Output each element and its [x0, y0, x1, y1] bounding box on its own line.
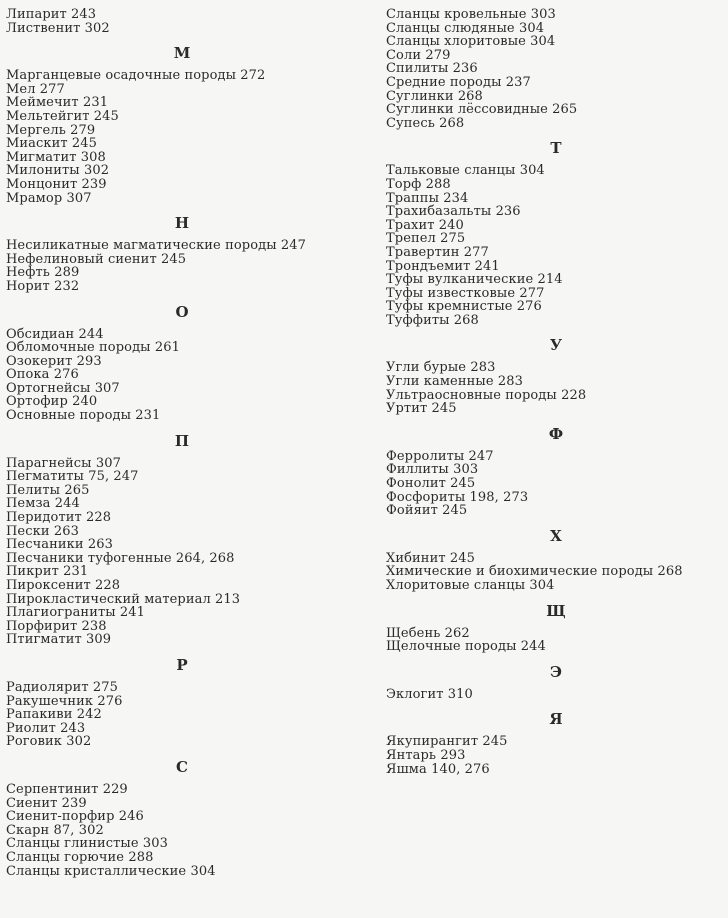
index-entry: Пемза 244	[6, 496, 80, 512]
index-entry: Рапакиви 242	[6, 707, 102, 723]
index-entry: Угли каменные 283	[386, 374, 523, 390]
index-entry: Нефелиновый сиенит 245	[6, 251, 187, 267]
index-entry: Песчаники туфогенные 264, 268	[6, 550, 235, 566]
index-entry: Ферролиты 247	[386, 448, 494, 464]
index-entry: Уртит 245	[386, 401, 457, 417]
index-entry: Туфы известковые 277	[386, 285, 545, 301]
index-entry: Туффиты 268	[386, 312, 479, 328]
index-entry: Якупирангит 245	[386, 734, 508, 750]
index-entry: Сланцы кристаллические 304	[6, 863, 216, 879]
index-entry: Радиолярит 275	[6, 679, 118, 695]
index-entry: Песчаники 263	[6, 537, 114, 553]
index-entry: Суглинки 268	[386, 88, 483, 104]
index-entry: Хибинит 245	[386, 550, 475, 566]
section-letter: Н	[174, 214, 190, 233]
section-letter: Т	[550, 139, 562, 158]
index-entry: Ортогнейсы 307	[6, 380, 120, 396]
index-entry: Миаскит 245	[6, 136, 98, 152]
index-entry: Трондъемит 241	[386, 258, 500, 274]
index-entry: Филлиты 303	[386, 462, 479, 478]
index-entry: Роговик 302	[6, 734, 92, 750]
index-entry: Тальковые сланцы 304	[386, 163, 545, 179]
index-entry: Липарит 243	[6, 7, 97, 22]
section-letter: Щ	[546, 601, 566, 620]
index-entry: Марганцевые осадочные породы 272	[6, 68, 266, 84]
section-letter: Х	[550, 526, 562, 545]
index-entry: Серпентинит 229	[6, 781, 128, 797]
index-entry: Ракушечник 276	[6, 693, 123, 709]
index-entry: Фойяит 245	[386, 503, 468, 519]
index-entry: Несиликатные магматические породы 247	[6, 238, 307, 254]
index-entry: Щебень 262	[386, 625, 470, 641]
index-entry: Риолит 243	[6, 720, 86, 736]
index-entry: Мигматит 308	[6, 149, 106, 165]
index-entry: Сиенит 239	[6, 795, 87, 811]
index-entry: Трахит 240	[386, 217, 464, 233]
index-column-left	[6, 8, 358, 878]
index-entry: Обломочные породы 261	[6, 340, 180, 356]
index-entry: Птигматит 309	[6, 632, 112, 648]
section-letter: М	[173, 44, 191, 63]
index-entry: Пегматиты 75, 247	[6, 469, 139, 485]
index-entry: Фонолит 245	[386, 476, 476, 492]
index-entry: Лиственит 302	[6, 20, 110, 36]
index-entry: Основные породы 231	[6, 408, 161, 424]
index-entry: Супесь 268	[386, 115, 465, 131]
index-entry: Туфы вулканические 214	[386, 272, 563, 288]
index-entry: Средние породы 237	[386, 74, 531, 90]
index-entry: Фосфориты 198, 273	[386, 489, 529, 505]
index-entry: Мельтейгит 245	[6, 108, 119, 124]
index-entry: Ультраосновные породы 228	[386, 387, 587, 403]
index-entry: Трепел 275	[386, 231, 466, 247]
section-letter: Р	[176, 655, 188, 674]
index-entry: Сланцы горючие 288	[6, 849, 154, 865]
index-entry: Химические и биохимические породы 268	[386, 564, 683, 580]
section-letter: Э	[550, 662, 562, 681]
index-entry: Ортофир 240	[6, 394, 98, 410]
index-entry: Пироксенит 228	[6, 578, 121, 593]
section-letter: С	[176, 757, 188, 776]
index-entry: Травертин 277	[386, 244, 489, 260]
index-entry: Сланцы слюдяные 304	[386, 20, 545, 36]
index-entry: Плагиограниты 241	[6, 605, 146, 621]
index-entry: Мел 277	[6, 81, 65, 97]
index-entry: Спилиты 236	[386, 61, 478, 77]
index-entry: Сланцы глинистые 303	[6, 836, 168, 852]
index-entry: Порфирит 238	[6, 618, 107, 634]
index-entry: Соли 279	[386, 47, 451, 63]
index-entry: Пелиты 265	[6, 482, 90, 498]
index-entry: Мергель 279	[6, 122, 96, 138]
index-entry: Скарн 87, 302	[6, 822, 104, 838]
index-entry: Парагнейсы 307	[6, 455, 121, 471]
index-entry: Сланцы хлоритовые 304	[386, 34, 556, 50]
index-entry: Туфы кремнистые 276	[386, 299, 542, 315]
index-column-right	[386, 8, 726, 776]
index-entry: Опока 276	[6, 367, 79, 383]
index-entry: Нефть 289	[6, 265, 80, 281]
index-entry: Пирокластический материал 213	[6, 591, 241, 607]
index-entry: Янтарь 293	[386, 747, 466, 763]
index-entry: Траппы 234	[386, 190, 469, 206]
index-entry: Мрамор 307	[6, 190, 92, 206]
index-entry: Яшма 140, 276	[386, 761, 490, 777]
index-entry: Сиенит-порфир 246	[6, 809, 144, 825]
index-entry: Хлоритовые сланцы 304	[386, 578, 555, 593]
section-letter: О	[175, 302, 189, 321]
index-entry: Торф 288	[386, 176, 451, 192]
section-letter: У	[549, 336, 563, 355]
index-entry: Суглинки лёссовидные 265	[386, 102, 578, 118]
section-letter: П	[174, 431, 190, 450]
index-entry: Озокерит 293	[6, 353, 102, 369]
index-entry: Пикрит 231	[6, 564, 89, 580]
index-entry: Норит 232	[6, 278, 80, 294]
index-entry: Эклогит 310	[386, 686, 473, 702]
index-entry: Трахибазальты 236	[386, 204, 521, 220]
index-entry: Милониты 302	[6, 163, 110, 179]
index-entry: Монцонит 239	[6, 176, 107, 192]
index-entry: Пески 263	[6, 523, 79, 539]
index-entry: Перидотит 228	[6, 510, 112, 526]
section-letter: Я	[549, 710, 563, 729]
index-entry: Сланцы кровельные 303	[386, 7, 556, 22]
index-entry: Угли бурые 283	[386, 360, 496, 376]
index-entry: Обсидиан 244	[6, 326, 104, 342]
index-entry: Меймечит 231	[6, 95, 109, 111]
index-entry: Щелочные породы 244	[386, 639, 546, 655]
section-letter: Ф	[548, 424, 564, 443]
